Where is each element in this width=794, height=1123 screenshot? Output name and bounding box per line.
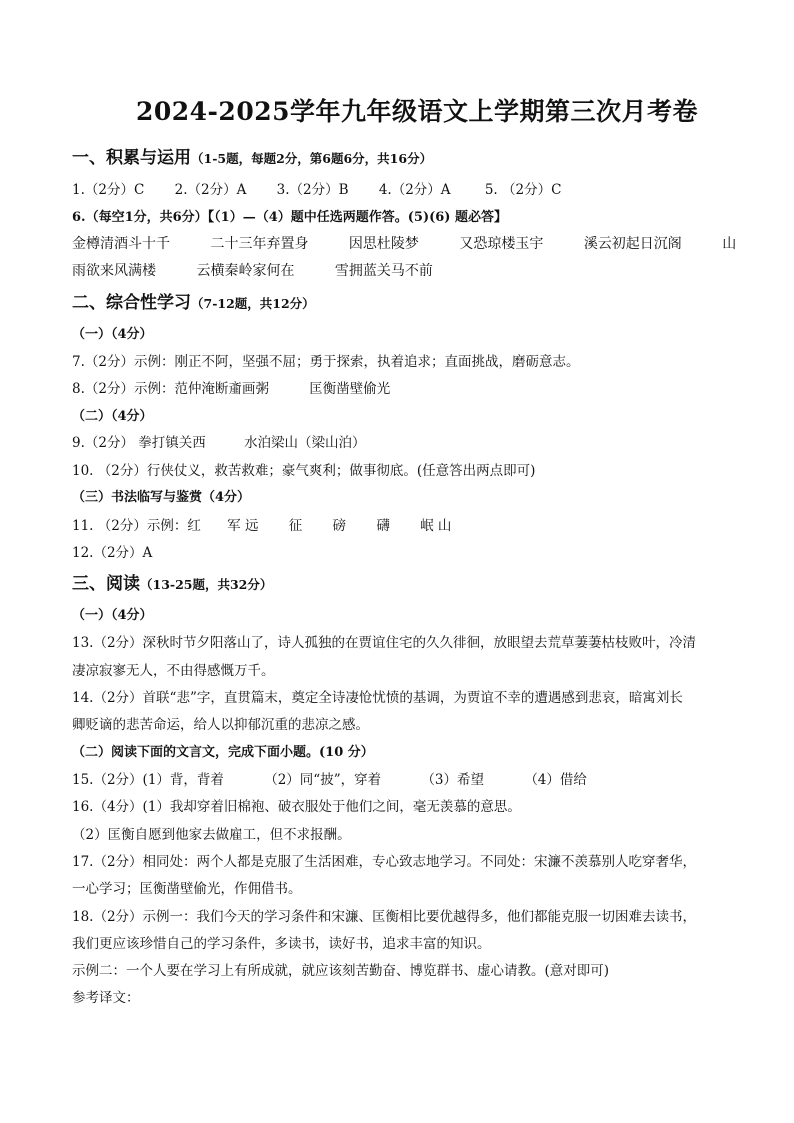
s3-part-2: （二）阅读下面的文言文，完成下面小题。(10 分） [72,745,374,760]
answer-8-a: 8.（2分）示例：范仲淹断齑画粥 [72,381,269,397]
answer-13-line-2: 凄凉寂寥无人，不由得感慨万千。 [72,663,275,679]
poem-answer: 二十三年弃置身 [210,236,309,252]
q6-heading: 6.（每空1分，共6分）【（1）—（4）题中任选两题作答。(5)(6) 题必答】 [72,210,507,225]
answer-7: 7.（2分）示例：刚正不阿，坚强不屈；勇于探索，执着追求；直面挑战，磨砺意志。 [72,354,580,370]
section-2-heading [72,288,734,313]
answer-9-a: 9.（2分） 拳打镇关西 [72,435,206,451]
answer-17-line-1: 17.（2分）相同处：两个人都是克服了生活困难，专心致志地学习。不同处：宋濂不羡慕别人吃穿奢华， [72,854,697,870]
answer-15-2: （2）同“披”，穿着 [264,772,382,788]
poem-answer: 金樽清酒斗十千 [72,236,170,252]
poem-answer: 因思杜陵梦 [348,236,419,252]
q6-poem-row-2 [72,260,734,280]
section-3-title: 三、阅读 [72,574,140,594]
answer-11-chars: 征 [288,518,303,534]
answer-11-chars: 11. （2分）示例：红 [72,518,201,534]
answer-5: 5. （2分）C [484,182,562,198]
poem-answer: 溪云初起日沉阁 [583,236,682,252]
answer-18-line-3: 示例二：一个人要在学习上有所成就，就应该刻苦勤奋、博览群书、虚心请教。(意对即可) [72,963,610,979]
answer-4: 4.（2分）A [378,182,451,198]
answer-11-chars: 岷 山 [420,518,452,534]
answer-2: 2.（2分）A [174,182,247,198]
answer-1: 1.（2分）C [72,182,145,198]
answer-14-line-1: 14.（2分）首联“悲”字，直贯篇末，奠定全诗凄怆忧愤的基调，为贾谊不幸的遭遇感到悲哀，暗寓刘长 [72,690,683,706]
answer-10: 10. （2分）行侠仗义，救苦救难；豪气爽利；做事彻底。(任意答出两点即可) [72,463,536,479]
answer-14-line-2: 卿贬谪的悲苦命运，给人以抑郁沉重的悲凉之感。 [72,717,369,733]
answer-15 [72,768,734,788]
answer-18-line-2: 我们更应该珍惜自己的学习条件，多读书，读好书，追求丰富的知识。 [72,936,491,952]
section-2-note: （7-12题，共12分） [191,296,315,311]
s2-part-3: （三）书法临写与鉴赏（4分） [72,490,251,505]
poem-answer: 山 [722,236,737,252]
answer-9 [72,431,734,451]
answer-13-line-1: 13.（2分）深秋时节夕阳落山了，诗人孤独的在贾谊住宅的久久徘徊，放眼望去荒草萋萋枯枝败叶，冷清 [72,635,697,651]
answers-1-5 [72,178,734,198]
answer-17-line-2: 一心学习；匡衡凿壁偷光，作佣借书。 [72,881,302,897]
answer-8 [72,377,734,397]
answer-3: 3.（2分）B [276,182,349,198]
answer-15-3: （3）希望 [421,772,485,788]
section-2-title: 二、综合性学习 [72,293,191,313]
page-title: 2024-2025学年九年级语文上学期第三次月考卷 [135,97,699,126]
reference-translation-label: 参考译文： [72,990,140,1006]
q6-poem-row-1 [72,233,737,253]
section-1-note: （1-5题，每题2分，第6题6分，共16分） [191,151,433,166]
answer-16-line-2: （2）匡衡自愿到他家去做雇工，但不求报酬。 [72,827,351,843]
section-1-title: 一、积累与运用 [72,148,191,168]
s2-part-1: （一）（4分） [72,327,153,342]
s2-part-2: （二）（4分） [72,409,153,424]
answer-12: 12.（2分）A [72,545,153,561]
answer-16-line-1: 16.（4分）(1）我却穿着旧棉袍、破衣服处于他们之间，毫无羡慕的意思。 [72,799,521,815]
section-3-heading [72,569,734,594]
answer-15-1: 15.（2分）(1）背，背着 [72,772,224,788]
answer-18-line-1: 18.（2分）示例一：我们今天的学习条件和宋濂、匡衡相比要优越得多，他们都能克服一切困难去读书， [72,909,697,925]
answer-9-b: 水泊梁山（梁山泊） [244,435,366,451]
poem-answer: 云横秦岭家何在 [196,263,295,279]
poem-answer: 又恐琼楼玉宇 [459,236,544,252]
answer-11-chars: 军 远 [227,518,259,534]
section-1-heading [72,143,734,168]
s3-part-1: （一）（4分） [72,608,153,623]
section-3-note: （13-25题，共32分） [140,577,273,592]
poem-answer: 雨欲来风满楼 [72,263,156,279]
answer-11-chars: 磅 [332,518,347,534]
answer-15-4: （4）借给 [524,772,587,788]
answer-11 [72,514,734,534]
answer-11-chars: 礴 [376,518,390,534]
answer-8-b: 匡衡凿壁偷光 [309,381,391,397]
poem-answer: 雪拥蓝关马不前 [334,263,433,279]
